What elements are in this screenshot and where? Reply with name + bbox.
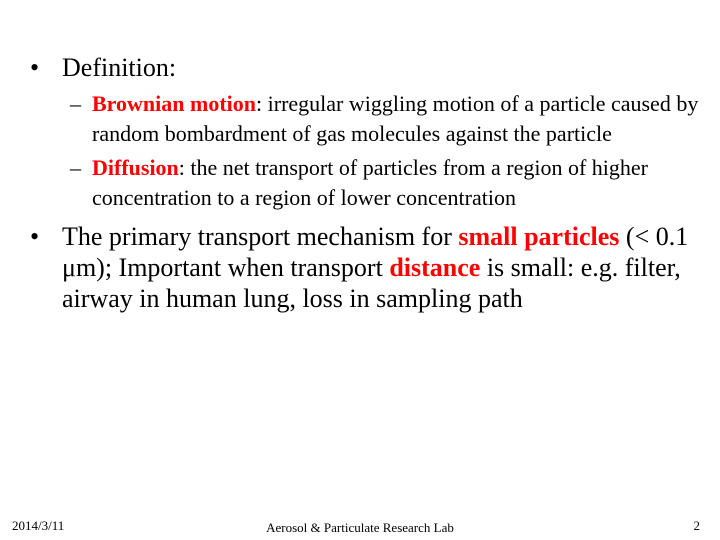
primary-text-after: is small: e.g. filter, airway in human lung, loss in sampling path	[62, 253, 681, 313]
brownian-definition-text: : irregular wiggling motion of a particle caused by random bombardment of gas molecules against the particle	[92, 91, 699, 146]
term-diffusion: Diffusion	[92, 155, 179, 180]
dash-marker: –	[70, 155, 81, 180]
dash-marker: –	[70, 91, 81, 116]
term-brownian-motion: Brownian motion	[92, 91, 257, 116]
term-distance: distance	[389, 253, 481, 282]
slide-body	[30, 52, 700, 320]
subbullet-diffusion	[30, 153, 700, 213]
diffusion-definition-text: : the net transport of particles from a region of higher concentration to a region of lower concentration	[92, 155, 648, 210]
primary-text-before: The primary transport mechanism for	[62, 222, 459, 251]
term-small-particles: small particles	[458, 222, 620, 251]
footer-date: 2014/3/11	[12, 518, 65, 533]
subbullet-brownian-motion	[30, 89, 700, 149]
definition-sublist	[30, 89, 700, 213]
primary-text-middle: (< 0.1 μm); Important when transport	[62, 222, 689, 282]
bullet-marker: •	[30, 53, 40, 82]
footer-lab-name: Aerosol & Particulate Research Lab	[266, 520, 454, 535]
slide-number: 2	[693, 518, 700, 533]
bullet-marker: •	[30, 222, 40, 251]
bullet-primary-mechanism	[30, 221, 700, 314]
bullet-definition	[30, 52, 700, 83]
definition-heading: Definition:	[62, 53, 177, 82]
